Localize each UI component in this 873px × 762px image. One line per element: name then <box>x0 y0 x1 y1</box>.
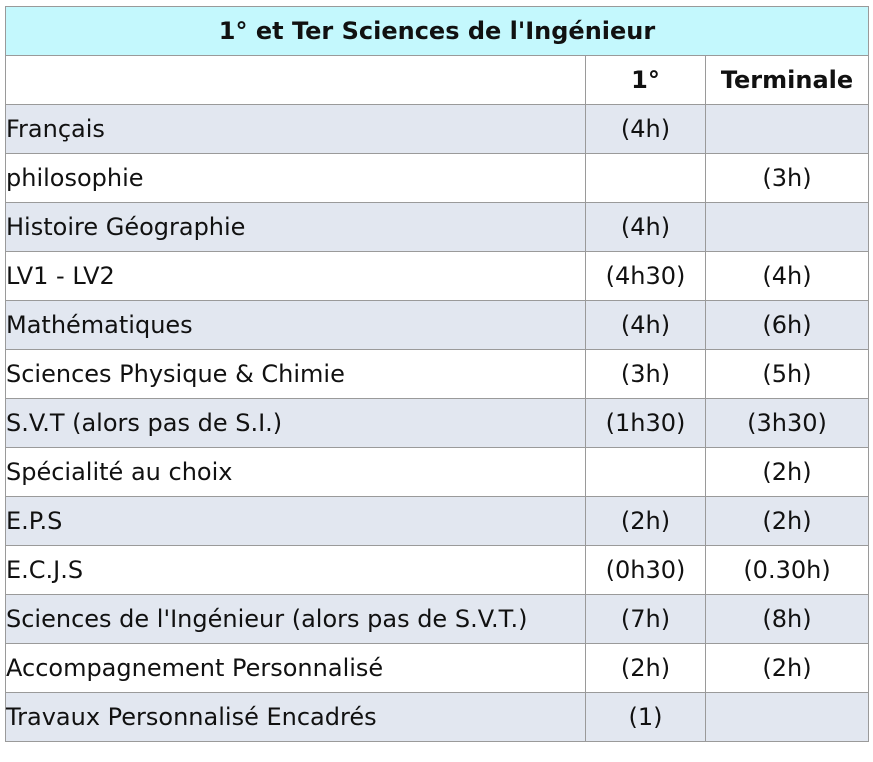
first-hours-cell: (4h) <box>586 203 706 252</box>
table-row <box>6 399 869 448</box>
subject-cell: Sciences Physique & Chimie <box>6 350 586 399</box>
schedule-body <box>6 7 869 742</box>
terminale-hours-cell <box>706 105 869 154</box>
first-hours-cell: (1h30) <box>586 399 706 448</box>
table-row <box>6 252 869 301</box>
subject-cell: E.C.J.S <box>6 546 586 595</box>
terminale-hours-cell: (3h) <box>706 154 869 203</box>
table-row <box>6 301 869 350</box>
table-row <box>6 693 869 742</box>
subject-cell: Accompagnement Personnalisé <box>6 644 586 693</box>
first-hours-cell <box>586 448 706 497</box>
subject-cell: S.V.T (alors pas de S.I.) <box>6 399 586 448</box>
table-row <box>6 546 869 595</box>
terminale-hours-cell: (3h30) <box>706 399 869 448</box>
terminale-hours-cell: (6h) <box>706 301 869 350</box>
terminale-hours-cell: (0.30h) <box>706 546 869 595</box>
subject-cell: Histoire Géographie <box>6 203 586 252</box>
table-row <box>6 595 869 644</box>
subject-cell: LV1 - LV2 <box>6 252 586 301</box>
first-hours-cell: (3h) <box>586 350 706 399</box>
subject-cell: philosophie <box>6 154 586 203</box>
header-row <box>6 56 869 105</box>
terminale-hours-cell <box>706 693 869 742</box>
terminale-hours-cell: (5h) <box>706 350 869 399</box>
table-row <box>6 350 869 399</box>
table-row <box>6 154 869 203</box>
first-hours-cell: (1) <box>586 693 706 742</box>
table-row <box>6 105 869 154</box>
schedule-table <box>5 6 869 742</box>
first-hours-cell: (0h30) <box>586 546 706 595</box>
terminale-hours-cell: (2h) <box>706 497 869 546</box>
terminale-hours-cell: (2h) <box>706 644 869 693</box>
subject-cell: E.P.S <box>6 497 586 546</box>
subject-cell: Sciences de l'Ingénieur (alors pas de S.V.T.) <box>6 595 586 644</box>
first-hours-cell: (4h) <box>586 301 706 350</box>
subject-cell: Mathématiques <box>6 301 586 350</box>
subject-cell: Travaux Personnalisé Encadrés <box>6 693 586 742</box>
terminale-hours-cell <box>706 203 869 252</box>
subject-cell: Français <box>6 105 586 154</box>
terminale-hours-cell: (4h) <box>706 252 869 301</box>
first-hours-cell: (2h) <box>586 497 706 546</box>
table-row <box>6 497 869 546</box>
terminale-hours-cell: (2h) <box>706 448 869 497</box>
first-hours-cell: (4h30) <box>586 252 706 301</box>
title-row <box>6 7 869 56</box>
first-hours-cell: (4h) <box>586 105 706 154</box>
table-row <box>6 203 869 252</box>
terminale-hours-cell: (8h) <box>706 595 869 644</box>
first-hours-cell <box>586 154 706 203</box>
first-hours-cell: (7h) <box>586 595 706 644</box>
table-title: 1° et Ter Sciences de l'Ingénieur <box>6 7 869 56</box>
table-row <box>6 644 869 693</box>
table-row <box>6 448 869 497</box>
subject-cell: Spécialité au choix <box>6 448 586 497</box>
header-terminale: Terminale <box>706 56 869 105</box>
header-first: 1° <box>586 56 706 105</box>
first-hours-cell: (2h) <box>586 644 706 693</box>
header-subject <box>6 56 586 105</box>
